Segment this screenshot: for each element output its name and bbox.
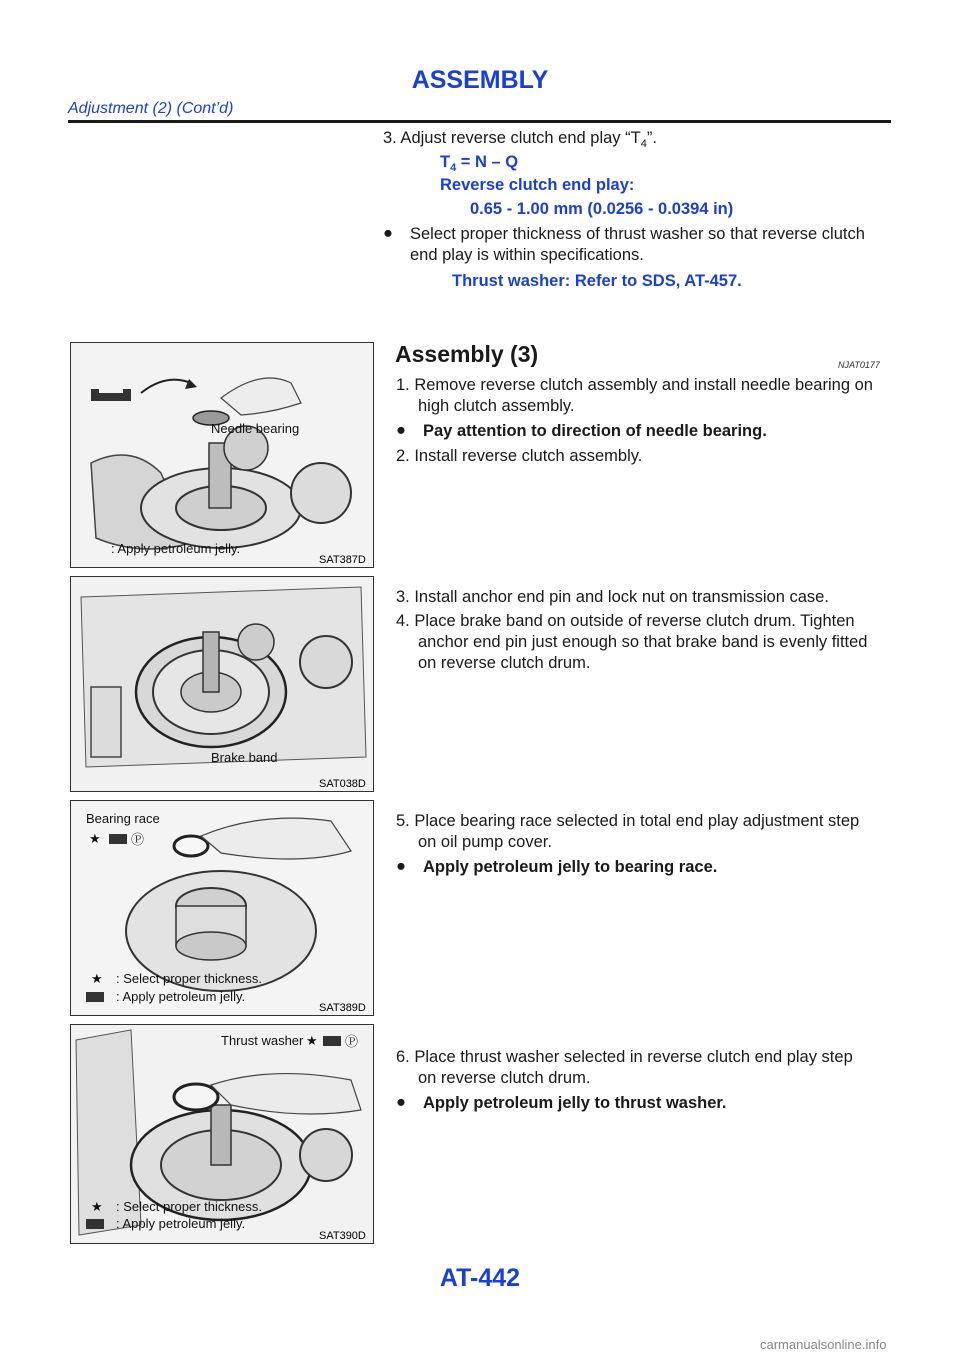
star-icon: ★ (89, 831, 101, 846)
brake-band-label: Brake band (211, 750, 278, 765)
p-icon: Ⓟ (131, 832, 145, 847)
step-6-note: Apply petroleum jelly to thrust washer. (423, 1094, 727, 1112)
select-thickness-label: : Select proper thickness. (116, 1199, 262, 1214)
step-1-line-1: 1. Remove reverse clutch assembly and install needle bearing on (396, 376, 873, 394)
star-icon: ★ (306, 1033, 318, 1048)
step-3: 3. Install anchor end pin and lock nut on transmission case. (396, 588, 829, 606)
watermark: carmanualsonline.info (760, 1337, 887, 1352)
adjust-bullet-line-2: end play is within specifications. (410, 246, 644, 264)
thrust-washer-label: Thrust washer (221, 1033, 304, 1048)
page-header-subtitle: Adjustment (2) (Cont’d) (68, 100, 234, 117)
section-title: Assembly (3) (395, 341, 539, 367)
formula-t4: $T_4 = N - Q$ (440, 153, 519, 174)
bearing-race-illustration (71, 801, 373, 1015)
thrust-washer-illustration (71, 1025, 373, 1243)
bullet-icon: ● (383, 224, 393, 242)
needle-bearing-label: Needle bearing (211, 421, 300, 436)
step-4-line-3: on reverse clutch drum. (418, 654, 591, 672)
step-5-note: Apply petroleum jelly to bearing race. (423, 858, 718, 876)
star-icon: ★ (91, 1199, 103, 1214)
apply-jelly-label: : Apply petroleum jelly. (111, 541, 241, 556)
step-5-line-2: on oil pump cover. (418, 833, 552, 851)
spec-value: 0.65 - 1.00 mm (0.0256 - 0.0394 in) (470, 200, 734, 218)
figure-id: SAT038D (319, 778, 366, 790)
step-5-line-1: 5. Place bearing race selected in total end play adjustment step (396, 812, 860, 830)
step-6-line-2: on reverse clutch drum. (418, 1069, 591, 1087)
adjust-step-3: 3. Adjust reverse clutch end play “$T_4$”. (383, 129, 657, 150)
header-divider (68, 120, 891, 123)
step-2: 2. Install reverse clutch assembly. (396, 447, 643, 465)
p-icon: Ⓟ (345, 1034, 359, 1049)
figure-thrust-washer (70, 1024, 374, 1244)
bullet-icon: ● (396, 857, 406, 875)
figure-bearing-race (70, 800, 374, 1016)
figure-id: SAT387D (319, 554, 366, 566)
spec-label: Reverse clutch end play: (440, 176, 635, 194)
step-1-note: Pay attention to direction of needle bearing. (423, 422, 767, 440)
bullet-icon: ● (396, 1093, 406, 1111)
step-1-line-2: high clutch assembly. (418, 397, 575, 415)
step-4-line-1: 4. Place brake band on outside of reverse clutch drum. Tighten (396, 612, 855, 630)
section-code: NJAT0177 (838, 360, 880, 370)
step-6-line-1: 6. Place thrust washer selected in reverse clutch end play step (396, 1048, 853, 1066)
apply-jelly-label: : Apply petroleum jelly. (116, 1216, 246, 1231)
select-thickness-label: : Select proper thickness. (116, 971, 262, 986)
apply-jelly-label: : Apply petroleum jelly. (116, 989, 246, 1004)
adjust-bullet-line-1: Select proper thickness of thrust washer so that reverse clutch (410, 225, 865, 243)
page-header-title: ASSEMBLY (411, 66, 549, 94)
bullet-icon: ● (396, 421, 406, 439)
figure-needle-bearing (70, 342, 374, 568)
step-4-line-2: anchor end pin just enough so that brake band is evenly fitted (418, 633, 868, 651)
star-icon: ★ (91, 971, 103, 986)
thrust-washer-reference: Thrust washer: Refer to SDS, AT-457. (452, 272, 742, 290)
page-number: AT-442 (439, 1264, 521, 1292)
needle-bearing-illustration (71, 343, 373, 567)
figure-brake-band (70, 576, 374, 792)
figure-id: SAT389D (319, 1002, 366, 1014)
figure-id: SAT390D (319, 1230, 366, 1242)
bearing-race-label: Bearing race (86, 811, 160, 826)
brake-band-illustration (71, 577, 373, 791)
